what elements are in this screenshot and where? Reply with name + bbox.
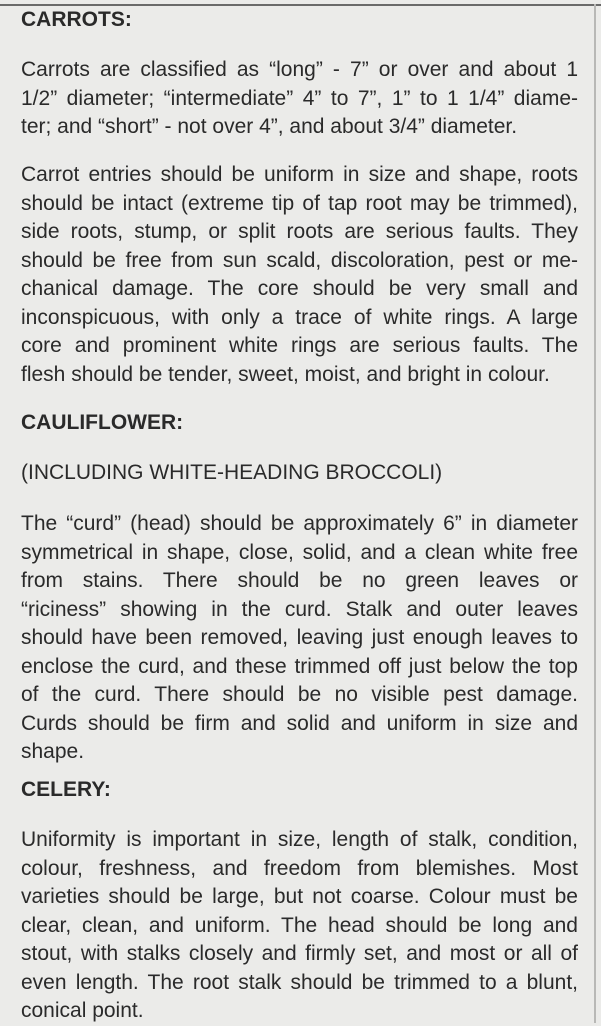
text-line: symmetrical in shape, close, solid, and a clean white free	[21, 540, 578, 564]
text-line: Carrots are classified as “long” - 7” or over and about 1	[21, 58, 578, 81]
heading-cauliflower: CAULIFLOWER:	[21, 411, 184, 434]
text-line: conical point.	[21, 999, 144, 1022]
text-line: Carrot entries should be uniform in size and shape, roots	[21, 163, 578, 186]
text-line: colour, freshness, and freedom from blemishes. Most	[21, 856, 578, 880]
text-line: varieties should be large, but not coarse. Colour must be	[21, 885, 578, 908]
text-line: from stains. There should be no green leaves or	[21, 569, 578, 592]
text-line: should have been removed, leaving just enough leaves to	[21, 626, 578, 649]
text-line: 1/2” diameter; “intermediate” 4” to 7”, 1” to 1 1/4” diame-	[21, 86, 578, 110]
text-line: of the curd. There should be no visible pest damage.	[21, 683, 578, 706]
text-line: Curds should be firm and solid and uniform in size and	[21, 711, 578, 735]
right-border	[594, 4, 596, 1023]
heading-carrots: CARROTS:	[21, 8, 132, 31]
carrots-paragraph-1	[21, 56, 578, 142]
text-line: Uniformity is important in size, length of stalk, condition,	[21, 828, 578, 851]
text-line: clear, clean, and uniform. The head should be long and	[21, 913, 578, 937]
text-line: inconspicuous, with only a trace of white rings. A large	[21, 305, 578, 329]
heading-celery: CELERY:	[21, 778, 111, 801]
text-line: should be free from sun scald, discoloration, pest or me-	[21, 248, 578, 272]
text-line: shape.	[21, 740, 85, 763]
text-line: core and prominent white rings are serious faults. The	[21, 334, 578, 357]
text-line: ter; and “short” - not over 4”, and about 3/4” diameter.	[21, 115, 518, 138]
text-line: side roots, stump, or split roots are serious faults. They	[21, 220, 578, 243]
celery-paragraph	[21, 826, 578, 1026]
text-line: flesh should be tender, sweet, moist, and bright in colour.	[21, 362, 550, 386]
text-line: should be intact (extreme tip of tap root may be trimmed),	[21, 191, 578, 215]
text-line: The “curd” (head) should be approximately 6” in diameter	[21, 512, 578, 535]
text-line: enclose the curd, and these trimmed off just below the top	[21, 654, 578, 678]
cauliflower-paragraph	[21, 510, 578, 767]
text-line: even length. The root stalk should be trimmed to a blunt,	[21, 970, 578, 994]
subheading-cauliflower: (INCLUDING WHITE-HEADING BROCCOLI)	[21, 461, 443, 484]
text-line: chanical damage. The core should be very small and	[21, 277, 578, 300]
carrots-paragraph-2	[21, 161, 578, 389]
text-line: “riciness” showing in the curd. Stalk and outer leaves	[21, 597, 578, 621]
text-line: stout, with stalks closely and firmly set, and most or all of	[21, 942, 578, 965]
